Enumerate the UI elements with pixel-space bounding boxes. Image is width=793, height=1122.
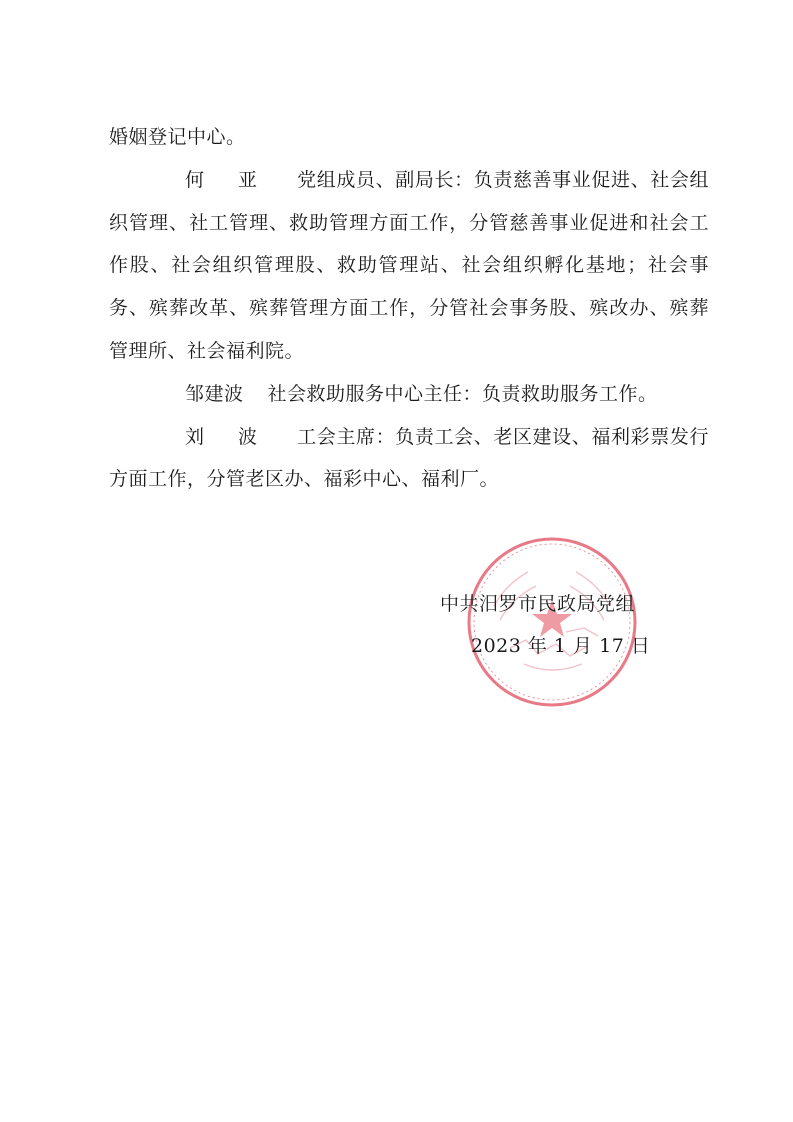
issuing-organization: 中共汨罗市民政局党组 xyxy=(440,593,636,615)
issue-date: 2023 年 1 月 17 日 xyxy=(471,635,651,657)
paragraph-zou-jianbo xyxy=(109,373,709,416)
person-name: 何 亚 xyxy=(185,168,272,191)
paragraph-text: 党组成员、副局长：负责慈善事业促进、社会组织管理、社工管理、救助管理方面工作，分管慈善事业促进和社会工作股、社会组织管理股、救助管理站、社会组织孵化基地；社会事务、殡葬改革、殡葬管理方面工作，分管社会事务股、殡改办、殡葬管理所、社会福利院。 xyxy=(109,168,709,362)
document-body xyxy=(109,116,709,501)
paragraph-liu-bo xyxy=(109,416,709,502)
paragraph-he-ya xyxy=(109,159,709,373)
paragraph-text: 社会救助服务中心主任：负责救助服务工作。 xyxy=(267,382,658,405)
paragraph-continuation xyxy=(109,116,709,159)
paragraph-text: 工会主席：负责工会、老区建设、福利彩票发行方面工作，分管老区办、福彩中心、福利厂。 xyxy=(109,425,709,491)
paragraph-text: 婚姻登记中心。 xyxy=(109,126,246,148)
signature-block xyxy=(440,583,660,667)
person-name: 邹建波 xyxy=(185,382,244,405)
person-name: 刘 波 xyxy=(185,425,272,448)
